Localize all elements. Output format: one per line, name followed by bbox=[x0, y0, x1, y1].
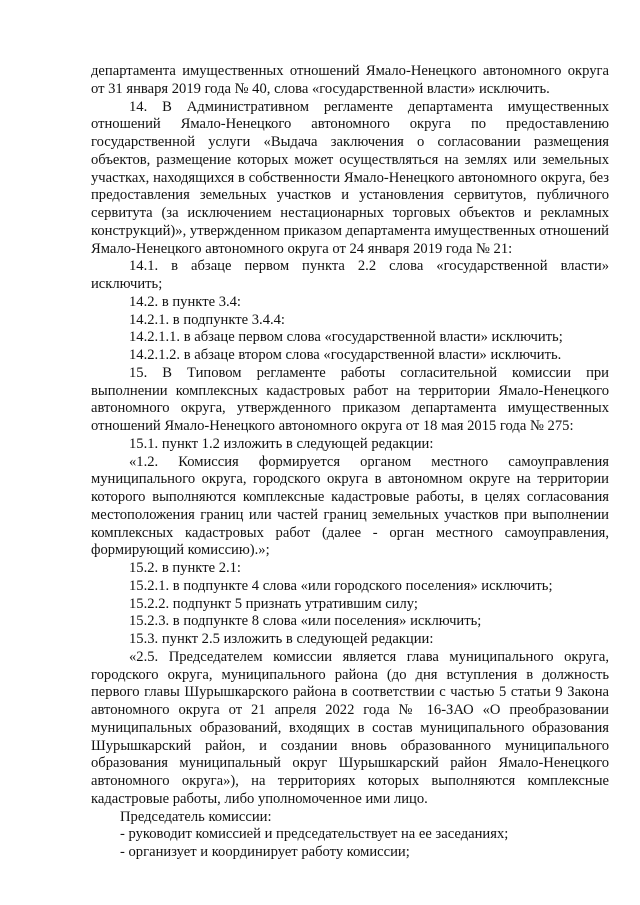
list-item-chairman-duty: - организует и координирует работу комиссии; bbox=[120, 844, 410, 860]
paragraph-item-15-2-1: 15.2.1. в подпункте 4 слова «или городского поселения» исключить; bbox=[129, 577, 553, 594]
list-item-chairman-duty: - руководит комиссией и председательствует на ее заседаниях; bbox=[120, 826, 509, 843]
paragraph-quote-1-2: «1.2. Комиссия формируется органом местного самоуправления муниципального округа, городского округа в автономном округе на территории которого выполняются комплексные кадастровые работы, в целях согласования местоположения границ или частей границ земельных участков при выполнении комплексных кадастровых работ (далее - орган местного самоуправления, формирующий комиссию).»; bbox=[91, 453, 609, 559]
paragraph-item-14-2: 14.2. в пункте 3.4: bbox=[129, 293, 241, 310]
paragraph-quote-2-5: «2.5. Председателем комиссии является глава муниципального округа, городского округа, муниципального района (до дня вступления в должность первого главы Шурышкарского района в соответствии с частью 5 статьи 9 Закона автономного округа от 21 апреля 2022 года № 16-ЗАО «О преобразовании муниципальных образований, входящих в состав муниципального образования Шурышкарский район, и создании вновь образованного муниципального образования муниципальный округ Шурышкарский район Ямало-Ненецкого автономного округа»), на территориях которых выполняются комплексные кадастровые работы, либо уполномоченное ими лицо. bbox=[91, 648, 609, 807]
paragraph-item-15-3: 15.3. пункт 2.5 изложить в следующей редакции: bbox=[129, 631, 434, 647]
paragraph-item-15-2: 15.2. в пункте 2.1: bbox=[129, 560, 241, 576]
paragraph-item-15-1: 15.1. пункт 1.2 изложить в следующей редакции: bbox=[129, 435, 434, 452]
paragraph-continuation: департамента имущественных отношений Ямало-Ненецкого автономного округа от 31 января 2019 года № 40, слова «государственной власти» исключить. bbox=[91, 63, 609, 97]
paragraph-item-14-1: 14.1. в абзаце первом пункта 2.2 слова «государственной власти» исключить; bbox=[91, 258, 609, 292]
paragraph-item-14-2-1: 14.2.1. в подпункте 3.4.4: bbox=[129, 311, 285, 328]
paragraph-item-14-2-1-1: 14.2.1.1. в абзаце первом слова «государственной власти» исключить; bbox=[129, 329, 563, 346]
paragraph-item-14-2-1-2: 14.2.1.2. в абзаце втором слова «государственной власти» исключить. bbox=[129, 347, 562, 363]
paragraph-item-15-2-3: 15.2.3. в подпункте 8 слова «или поселения» исключить; bbox=[129, 613, 482, 630]
paragraph-item-15-2-2: 15.2.2. подпункт 5 признать утратившим силу; bbox=[129, 595, 418, 612]
paragraph-chairman-heading: Председатель комиссии: bbox=[120, 808, 272, 825]
paragraph-item-14: 14. В Административном регламенте департамента имущественных отношений Ямало-Ненецкого автономного округа по предоставлению государственной услуги «Выдача заключения о согласовании размещения объектов, размещение которых может осуществляться на землях или земельных участках, находящихся в собственности Ямало-Ненецкого автономного округа, без предоставления земельных участков и установления сервитутов, публичного сервитута (за исключением нестационарных торговых объектов и рекламных конструкций)», утвержденном приказом департамента имущественных отношений Ямало-Ненецкого автономного округа от 24 января 2019 года № 21: bbox=[91, 98, 609, 257]
paragraph-item-15: 15. В Типовом регламенте работы согласительной комиссии при выполнении комплексных кадастровых работ на территории Ямало-Ненецкого автономного округа, утвержденного приказом департамента имущественных отношений Ямало-Ненецкого автономного округа от 18 мая 2015 года № 275: bbox=[91, 364, 609, 434]
document-page bbox=[91, 63, 609, 862]
